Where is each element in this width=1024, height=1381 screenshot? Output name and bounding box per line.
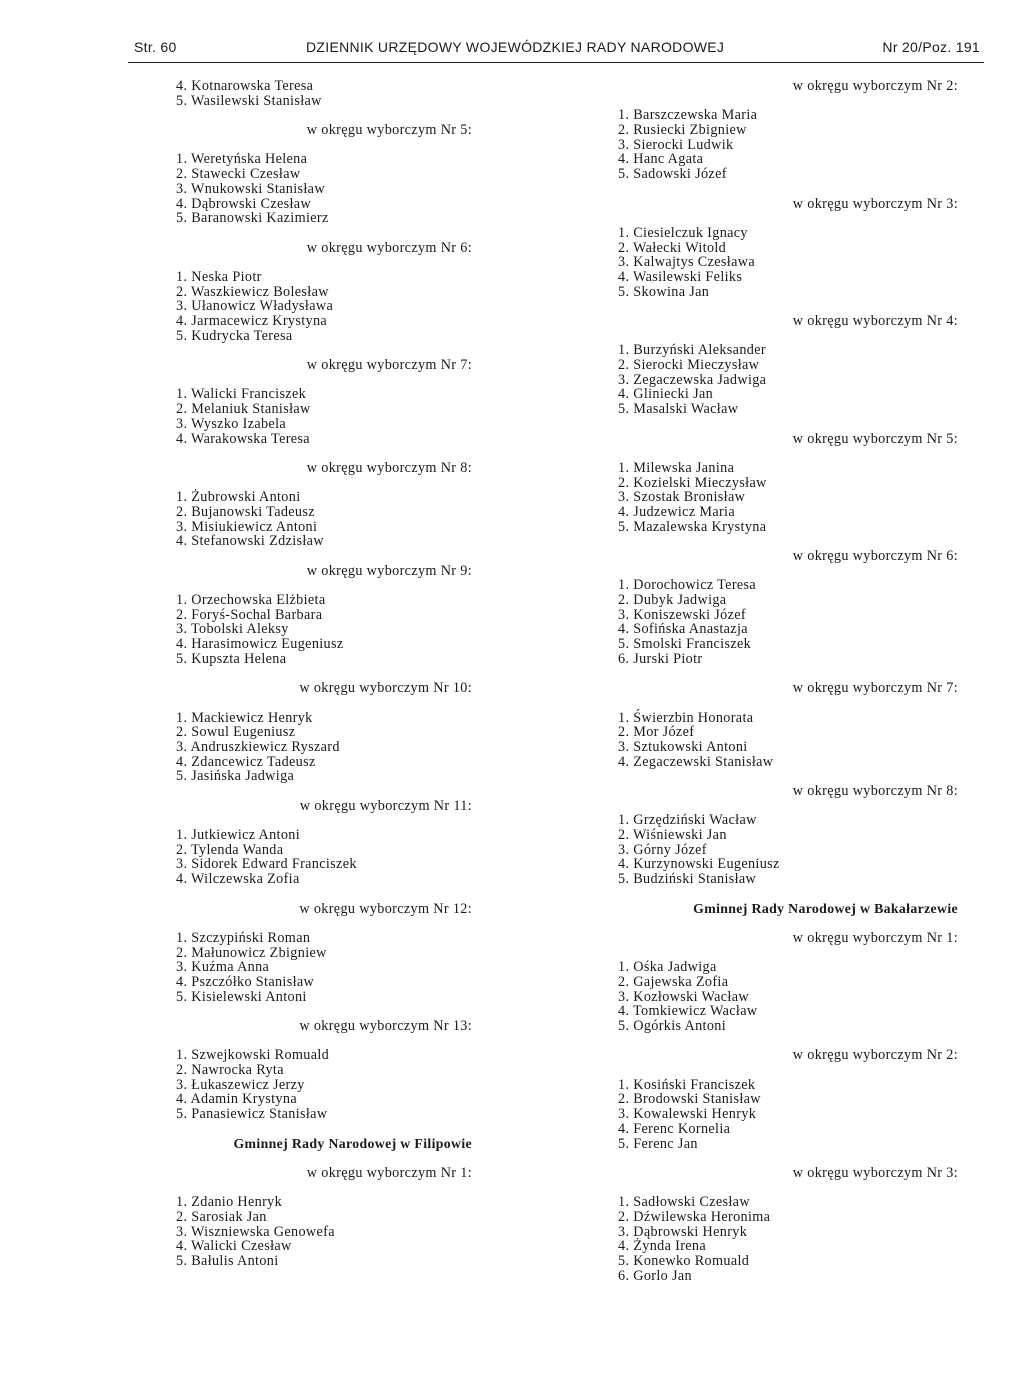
spacer (176, 255, 472, 270)
candidate-entry: 1. Kosiński Franciszek (618, 1076, 756, 1093)
candidate-entry: 2. Foryś-Sochal Barbara (176, 606, 323, 623)
candidate-entry: 2. Rusiecki Zbigniew (618, 122, 747, 139)
district-heading: w okręgu wyborczym Nr 7: (306, 357, 472, 374)
candidate-entry: 5. Panasiewicz Stanisław (176, 1106, 328, 1123)
spacer (618, 211, 958, 226)
candidate-entry: 2. Małunowicz Zbigniew (176, 944, 327, 961)
candidate-entry: 6. Gorlo Jan (618, 1267, 692, 1284)
candidate-entry: 3. Dąbrowski Henryk (618, 1223, 748, 1240)
district-heading: w okręgu wyborczym Nr 2: (792, 78, 958, 94)
right-column (618, 79, 958, 1283)
candidate-entry: 5. Skowina Jan (618, 283, 710, 300)
spacer (618, 534, 958, 549)
candidate-entry: 1. Jutkiewicz Antoni (176, 827, 301, 844)
spacer (618, 1151, 958, 1166)
candidate-entry: 1. Weretyńska Helena (176, 151, 308, 168)
candidate-entry: 4. Harasimowicz Eugeniusz (176, 636, 344, 653)
candidate-entry: 2. Sowul Eugeniusz (176, 724, 296, 741)
candidate-entry: 1. Grzędziński Wacław (618, 812, 757, 829)
spacer (176, 1004, 472, 1019)
candidate-entry: 1. Burzyński Aleksander (618, 342, 766, 359)
candidate-entry: 4. Wasilewski Feliks (618, 268, 743, 285)
council-heading: Gminnej Rady Narodowej w Filipowie (233, 1135, 472, 1151)
candidate-entry: 2. Stawecki Czesław (176, 166, 301, 183)
district-heading: w okręgu wyborczym Nr 4: (792, 313, 958, 329)
candidate-entry: 1. Neska Piotr (176, 268, 262, 285)
issue-number: Nr 20/Poz. 191 (882, 39, 980, 55)
spacer (618, 1063, 958, 1078)
district-heading: w okręgu wyborczym Nr 8: (306, 459, 472, 476)
candidate-entry: 3. Sierocki Ludwik (618, 136, 734, 153)
candidate-entry: 2. Melaniuk Stanisław (176, 401, 311, 418)
candidate-entry: 4. Stefanowski Zdzisław (176, 533, 324, 550)
spacer (176, 1181, 472, 1196)
candidate-entry: 4. Judzewicz Maria (618, 503, 735, 520)
council-heading: Gminnej Rady Narodowej w Bakałarzewie (693, 900, 958, 916)
candidate-entry: 3. Ułanowicz Władysława (176, 298, 334, 315)
spacer (618, 1034, 958, 1049)
spacer (618, 182, 958, 197)
candidate-entry: 2. Brodowski Stanisław (618, 1091, 761, 1108)
spacer (618, 1181, 958, 1196)
candidate-entry: 3. Sidorek Edward Franciszek (176, 856, 357, 873)
spacer (176, 813, 472, 828)
candidate-entry: 1. Walicki Franciszek (176, 386, 307, 403)
spacer (618, 417, 958, 432)
candidate-entry: 1. Szczypiński Roman (176, 929, 311, 946)
candidate-entry: 3. Kozłowski Wacław (618, 988, 749, 1005)
district-heading: w okręgu wyborczym Nr 7: (792, 680, 958, 697)
candidate-entry: 6. Jurski Piotr (618, 650, 703, 667)
candidate-entry: 1. Świerzbin Honorata (618, 709, 754, 726)
candidate-entry: 4. Pszczółko Stanisław (176, 973, 315, 990)
candidate-entry: 4. Adamin Krystyna (176, 1091, 297, 1108)
candidate-entry: 5. Baranowski Kazimierz (176, 210, 329, 227)
candidate-entry: 1. Sadłowski Czesław (618, 1194, 750, 1211)
candidate-entry: 5. Smolski Franciszek (618, 636, 752, 653)
candidate-entry: 4. Kurzynowski Eugeniusz (618, 856, 780, 873)
candidate-entry: 3. Kuźma Anna (176, 959, 270, 976)
candidate-entry: 3. Andruszkiewicz Ryszard (176, 738, 340, 755)
district-heading: w okręgu wyborczym Nr 3: (792, 1164, 958, 1181)
candidate-entry: 4. Walicki Czesław (176, 1238, 292, 1255)
candidate-entry: 2. Waszkiewicz Bolesław (176, 283, 329, 300)
spacer (618, 94, 958, 109)
candidate-entry: 4. Tomkiewicz Wacław (618, 1003, 758, 1020)
candidate-entry: 3. Sztukowski Antoni (618, 738, 748, 755)
spacer (176, 476, 472, 491)
candidate-entry: 3. Misiukiewicz Antoni (176, 518, 318, 535)
candidate-entry: 2. Gajewska Zofia (618, 973, 729, 990)
candidate-entry: 1. Ciesielczuk Ignacy (618, 224, 748, 241)
page-header (128, 34, 984, 63)
candidate-entry: 5. Ferenc Jan (618, 1135, 698, 1152)
spacer (176, 887, 472, 902)
candidate-entry: 1. Ośka Jadwiga (618, 959, 717, 976)
spacer (618, 667, 958, 682)
spacer (176, 578, 472, 593)
candidate-entry: 1. Orzechowska Elżbieta (176, 592, 326, 609)
candidate-entry: 2. Bujanowski Tadeusz (176, 503, 315, 520)
spacer (176, 1122, 472, 1137)
candidate-entry: 1. Żubrowski Antoni (176, 489, 301, 506)
candidate-entry: 3. Górny Józef (618, 841, 707, 858)
candidate-entry: 3. Zegaczewska Jadwiga (618, 371, 767, 388)
candidate-entry: 2. Mor Józef (618, 724, 695, 741)
candidate-entry: 3. Kowalewski Henryk (618, 1106, 757, 1123)
candidate-entry: 2. Dubyk Jadwiga (618, 592, 727, 609)
district-heading: w okręgu wyborczym Nr 8: (792, 783, 958, 799)
candidate-entry: 1. Szwejkowski Romuald (176, 1047, 330, 1064)
candidate-entry: 5. Sadowski Józef (618, 166, 727, 183)
spacer (176, 1151, 472, 1166)
candidate-entry: 1. Dorochowicz Teresa (618, 577, 757, 594)
candidate-entry: 2. Nawrocka Ryta (176, 1062, 284, 1079)
district-heading: w okręgu wyborczym Nr 5: (792, 430, 958, 447)
spacer (618, 446, 958, 461)
spacer (176, 1034, 472, 1049)
candidate-entry: 1. Barszczewska Maria (618, 107, 758, 124)
district-heading: w okręgu wyborczym Nr 6: (306, 239, 472, 256)
spacer (176, 108, 472, 123)
spacer (176, 138, 472, 153)
district-heading: w okręgu wyborczym Nr 10: (299, 680, 472, 697)
candidate-entry: 1. Zdanio Henryk (176, 1194, 283, 1211)
candidate-entry: 1. Milewska Janina (618, 459, 735, 476)
spacer (618, 916, 958, 931)
candidate-entry: 4. Dąbrowski Czesław (176, 195, 312, 212)
candidate-entry: 4. Ferenc Kornelia (618, 1120, 731, 1137)
candidate-entry: 3. Kalwajtys Czesława (618, 254, 755, 271)
candidate-entry: 5. Ogórkis Antoni (618, 1018, 727, 1034)
district-heading: w okręgu wyborczym Nr 2: (792, 1047, 958, 1064)
spacer (176, 696, 472, 711)
candidate-entry: 4. Wilczewska Zofia (176, 871, 300, 888)
candidate-entry: 3. Łukaszewicz Jerzy (176, 1076, 305, 1093)
spacer (618, 769, 958, 784)
candidate-entry: 4. Zegaczewski Stanisław (618, 753, 774, 770)
journal-title: DZIENNIK URZĘDOWY WOJEWÓDZKIEJ RADY NARODOWEJ (306, 39, 725, 55)
candidate-entry: 3. Szostak Bronisław (618, 489, 746, 506)
candidate-entry: 5. Mazalewska Krystyna (618, 518, 767, 535)
district-heading: w okręgu wyborczym Nr 1: (792, 929, 958, 946)
candidate-entry: 5. Budziński Stanisław (618, 871, 757, 888)
candidate-entry: 4. Zdancewicz Tadeusz (176, 753, 316, 770)
district-heading: w okręgu wyborczym Nr 3: (792, 195, 958, 212)
candidate-entry: 4. Sofińska Anastazja (618, 621, 748, 638)
district-heading: w okręgu wyborczym Nr 11: (299, 797, 472, 814)
candidate-entry: 2. Kozielski Mieczysław (618, 474, 767, 491)
candidate-entry: 3. Tobolski Aleksy (176, 621, 289, 638)
district-heading: w okręgu wyborczym Nr 5: (306, 122, 472, 139)
candidate-entry: 2. Tylenda Wanda (176, 841, 284, 858)
spacer (176, 446, 472, 461)
spacer (176, 373, 472, 388)
spacer (618, 696, 958, 711)
candidate-entry: 5. Bałulis Antoni (176, 1253, 279, 1269)
candidate-entry: 2. Wałecki Witold (618, 239, 727, 256)
left-column (176, 79, 472, 1269)
candidate-entry: 3. Wyszko Izabela (176, 415, 287, 432)
spacer (176, 343, 472, 358)
spacer (618, 564, 958, 579)
district-heading: w okręgu wyborczym Nr 12: (299, 900, 472, 917)
candidate-entry: 5. Jasińska Jadwiga (176, 768, 295, 785)
candidate-entry: 3. Wiszniewska Genowefa (176, 1223, 335, 1240)
district-heading: w okręgu wyborczym Nr 6: (792, 548, 958, 564)
candidate-entry: 4. Kotnarowska Teresa (176, 78, 314, 94)
spacer (176, 916, 472, 931)
candidate-entry: 3. Wnukowski Stanisław (176, 180, 325, 197)
candidate-entry: 1. Mackiewicz Henryk (176, 709, 313, 726)
spacer (618, 887, 958, 902)
candidate-entry: 2. Wiśniewski Jan (618, 827, 727, 844)
candidate-entry: 5. Kudrycka Teresa (176, 327, 293, 344)
candidate-entry: 2. Sarosiak Jan (176, 1208, 267, 1225)
candidate-entry: 3. Koniszewski Józef (618, 606, 746, 623)
candidate-entry: 5. Kupszta Helena (176, 650, 287, 667)
spacer (618, 946, 958, 961)
district-heading: w okręgu wyborczym Nr 9: (306, 562, 472, 579)
candidate-entry: 4. Żynda Irena (618, 1238, 707, 1255)
candidate-entry: 2. Dźwilewska Heronima (618, 1208, 771, 1225)
candidate-entry: 2. Sierocki Mieczysław (618, 357, 760, 374)
spacer (176, 784, 472, 799)
candidate-entry: 5. Kisielewski Antoni (176, 988, 307, 1005)
spacer (176, 549, 472, 564)
district-heading: w okręgu wyborczym Nr 13: (299, 1018, 472, 1034)
page-number: Str. 60 (134, 39, 177, 55)
candidate-entry: 4. Jarmacewicz Krystyna (176, 313, 328, 329)
candidate-entry: 5. Konewko Romuald (618, 1253, 750, 1269)
candidate-entry: 5. Wasilewski Stanisław (176, 92, 322, 109)
candidate-entry: 4. Warakowska Teresa (176, 430, 310, 447)
candidate-entry: 4. Gliniecki Jan (618, 386, 714, 403)
spacer (618, 799, 958, 814)
spacer (176, 226, 472, 241)
spacer (618, 329, 958, 344)
candidate-entry: 4. Hanc Agata (618, 151, 704, 168)
candidate-entry: 5. Masalski Wacław (618, 401, 739, 418)
spacer (176, 667, 472, 682)
spacer (618, 299, 958, 314)
district-heading: w okręgu wyborczym Nr 1: (306, 1164, 472, 1181)
